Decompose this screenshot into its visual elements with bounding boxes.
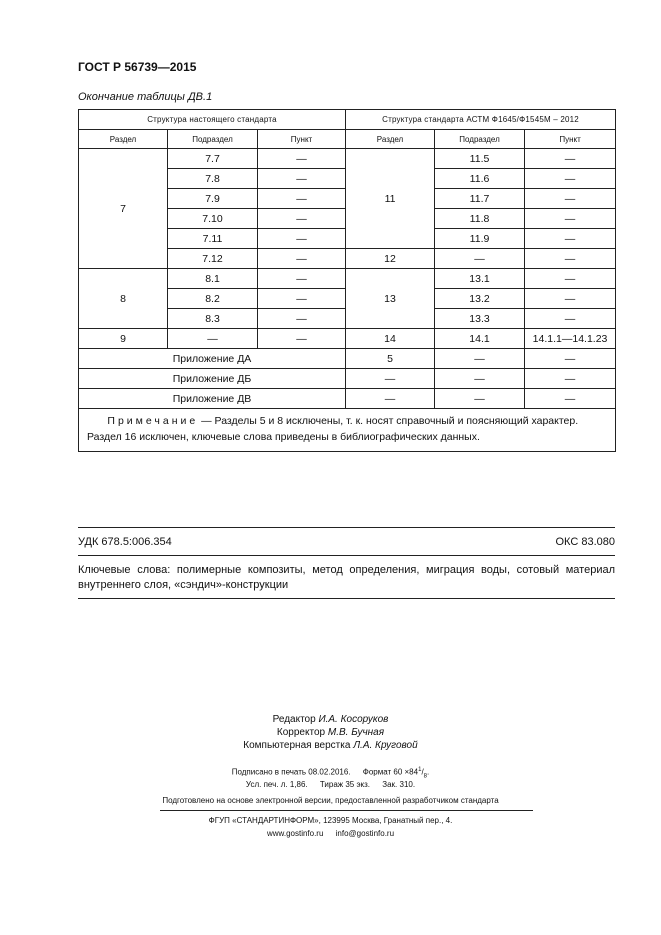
astm-point-cell: — (525, 389, 616, 409)
print-format-num: 1 (418, 767, 422, 773)
table-row (79, 349, 616, 369)
astm-section-cell: 11 (346, 149, 435, 249)
astm-point-cell: — (525, 229, 616, 249)
astm-point-cell: — (525, 209, 616, 229)
layout-name: Л.А. Круговой (353, 740, 418, 751)
astm-section-cell: 14 (346, 329, 435, 349)
editor-name: И.А. Косоруков (318, 714, 389, 725)
astm-subsection-cell: 13.2 (435, 289, 525, 309)
astm-subsection-cell: 11.9 (435, 229, 525, 249)
group-header-this-standard: Структура настоящего стандарта (79, 110, 346, 130)
astm-point-cell: — (525, 369, 616, 389)
table-caption: Окончание таблицы ДВ.1 (78, 91, 213, 103)
astm-subsection-cell: 11.5 (435, 149, 525, 169)
document-header-gost: ГОСТ Р 56739—2015 (78, 60, 197, 74)
astm-point-cell: — (525, 149, 616, 169)
col-header-astm-point: Пункт (525, 130, 616, 149)
point-cell: — (258, 329, 346, 349)
subsection-cell: 8.2 (168, 289, 258, 309)
print-format-den: 8 (423, 773, 428, 780)
col-header-astm-subsection: Подраздел (435, 130, 525, 149)
appendix-label-cell: Приложение ДВ (79, 389, 346, 409)
table-row (79, 269, 616, 289)
astm-point-cell: — (525, 269, 616, 289)
publisher-site: www.gostinfo.ru (266, 829, 324, 838)
print-order: Зак. 310. (382, 780, 416, 789)
subsection-cell: 7.7 (168, 149, 258, 169)
section-cell: 7 (79, 149, 168, 269)
astm-subsection-cell: 11.6 (435, 169, 525, 189)
appendix-label-cell: Приложение ДА (79, 349, 346, 369)
divider-top (78, 527, 615, 528)
astm-section-cell: 13 (346, 269, 435, 329)
point-cell: — (258, 289, 346, 309)
divider-keywords-bottom (78, 598, 615, 599)
subsection-cell: 7.11 (168, 229, 258, 249)
subsection-cell: 7.10 (168, 209, 258, 229)
point-cell: — (258, 209, 346, 229)
divider-keywords-top (78, 555, 615, 556)
corrector-name: М.В. Бучная (327, 727, 385, 738)
udk-code: УДК 678.5:006.354 (78, 536, 172, 548)
astm-point-cell: — (525, 249, 616, 269)
astm-section-cell: — (346, 389, 435, 409)
astm-subsection-cell: 14.1 (435, 329, 525, 349)
layout-label: Компьютерная верстка (243, 740, 351, 751)
signed-date: Подписано в печать 08.02.2016. (231, 767, 351, 777)
editor-label: Редактор (272, 714, 316, 725)
table-row (79, 369, 616, 389)
table-row (79, 329, 616, 349)
credits-block (0, 713, 661, 752)
section-cell: 9 (79, 329, 168, 349)
astm-point-cell: — (525, 309, 616, 329)
note-text: — Разделы 5 и 8 исключены, т. к. носят справочный и поясняющий характер. Раздел 16 исключен, ключевые слова приведены в библиографических данных. (87, 415, 579, 443)
astm-section-cell: 5 (346, 349, 435, 369)
oks-code: ОКС 83.080 (555, 536, 615, 548)
keywords-text: Ключевые слова: полимерные композиты, метод определения, миграция воды, сотовый материал внутреннего слоя, «сэндич»-конструкции (78, 564, 615, 591)
point-cell: — (258, 249, 346, 269)
section-cell: 8 (79, 269, 168, 329)
table-row (79, 149, 616, 169)
corrector-label: Корректор (276, 727, 326, 738)
point-cell: — (258, 309, 346, 329)
subsection-cell: 7.8 (168, 169, 258, 189)
print-info-line1: Подписано в печать 08.02.2016. Формат $60 \times 84^1/_8$. (231, 767, 430, 780)
astm-subsection-cell: — (435, 349, 525, 369)
point-cell: — (258, 269, 346, 289)
astm-point-cell: — (525, 349, 616, 369)
col-header-astm-section: Раздел (346, 130, 435, 149)
subsection-cell: 7.9 (168, 189, 258, 209)
publisher-email: info@gostinfo.ru (335, 829, 395, 838)
print-sheets: Усл. печ. л. 1,86. (245, 780, 308, 789)
subsection-cell: — (168, 329, 258, 349)
astm-point-cell: — (525, 169, 616, 189)
publisher-contacts (0, 829, 661, 838)
correspondence-table (78, 109, 616, 452)
astm-section-cell: — (346, 369, 435, 389)
subsection-cell: 8.3 (168, 309, 258, 329)
print-format: Формат 60 ×84 (362, 767, 419, 777)
print-run: Тираж 35 экз. (319, 780, 371, 789)
astm-section-cell: 12 (346, 249, 435, 269)
point-cell: — (258, 189, 346, 209)
point-cell: — (258, 149, 346, 169)
subsection-cell: 8.1 (168, 269, 258, 289)
astm-subsection-cell: — (435, 389, 525, 409)
group-header-astm-standard: Структура стандарта АСТМ Ф1645/Ф1545М – 2012 (346, 110, 616, 130)
point-cell: — (258, 229, 346, 249)
divider-publisher (160, 810, 533, 811)
astm-subsection-cell: 13.3 (435, 309, 525, 329)
astm-point-cell: — (525, 289, 616, 309)
col-header-subsection: Подраздел (168, 130, 258, 149)
publisher-address: ФГУП «СТАНДАРТИНФОРМ», 123995 Москва, Гранатный пер., 4. (208, 816, 453, 825)
col-header-point: Пункт (258, 130, 346, 149)
appendix-label-cell: Приложение ДБ (79, 369, 346, 389)
astm-subsection-cell: — (435, 369, 525, 389)
astm-subsection-cell: 11.7 (435, 189, 525, 209)
prepared-note: Подготовлено на основе электронной версии, предоставленной разработчиком стандарта (162, 796, 499, 805)
astm-subsection-cell: — (435, 249, 525, 269)
astm-point-cell: — (525, 189, 616, 209)
col-header-section: Раздел (79, 130, 168, 149)
subsection-cell: 7.12 (168, 249, 258, 269)
astm-point-cell: 14.1.1—14.1.23 (525, 329, 616, 349)
table-note (79, 409, 616, 452)
astm-subsection-cell: 11.8 (435, 209, 525, 229)
point-cell: — (258, 169, 346, 189)
print-info-line2 (0, 780, 661, 789)
table-row (79, 389, 616, 409)
note-label: Примечание (107, 415, 199, 427)
astm-subsection-cell: 13.1 (435, 269, 525, 289)
